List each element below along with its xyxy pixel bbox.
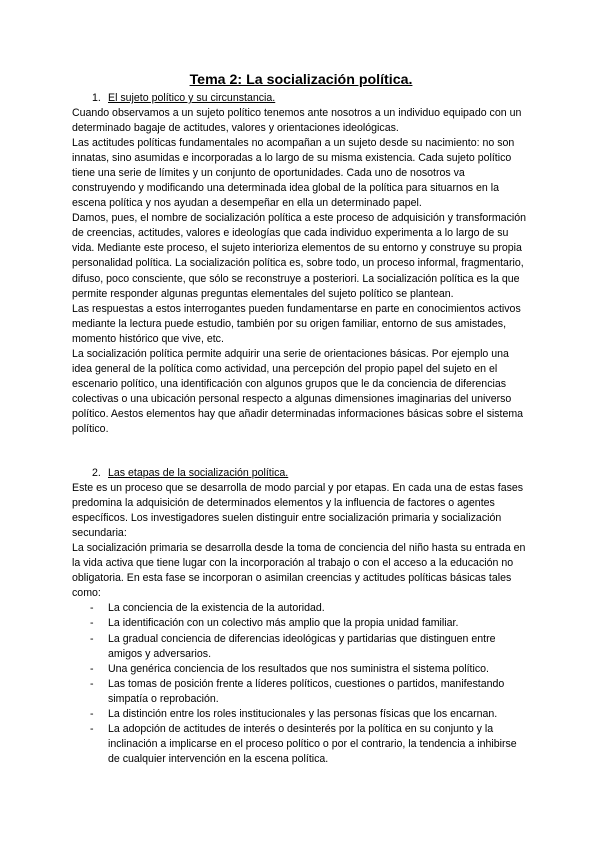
- bullet-list: [72, 601, 530, 767]
- bullet-marker: -: [90, 617, 94, 630]
- bullet-marker: -: [90, 602, 94, 615]
- section-2-title: Las etapas de la socialización política.: [108, 467, 289, 480]
- bullet-marker: -: [90, 707, 94, 720]
- list-item: [72, 677, 530, 707]
- section-1-title: El sujeto político y su circunstancia.: [108, 92, 276, 104]
- section-2-paragraph: Este es un proceso que se desarrolla de modo parcial y por etapas. En cada una de estas fases predomina la adquisición de determinados elementos y la influencia de factores o agentes específicos. Los investigadores suelen distinguir entre socialización primaria y socialización secundaria:: [72, 482, 524, 540]
- section-1-paragraph: Cuando observamos a un sujeto político tenemos ante nosotros a un individuo equipado con un determinado bagaje de actitudes, valores y orientaciones ideológicas.: [72, 107, 522, 135]
- section-spacer: [72, 437, 530, 466]
- list-item-text: La adopción de actitudes de interés o desinterés por la política en su conjunto y la inclinación a implicarse en el proceso político o por el contrario, la tendencia a inhibirse de cualquier intervención en la escena política.: [108, 722, 517, 765]
- bullet-marker: -: [90, 677, 94, 690]
- bullet-marker: -: [90, 632, 94, 645]
- section-1-number: 1.: [92, 92, 101, 104]
- section-2-number: 2.: [92, 467, 101, 480]
- page-title: Tema 2: La socialización política.: [189, 72, 413, 88]
- bullet-marker: -: [90, 722, 94, 735]
- list-item-text: La identificación con un colectivo más amplio que la propia unidad familiar.: [108, 617, 459, 630]
- list-item-text: La conciencia de la existencia de la autoridad.: [108, 602, 325, 615]
- document-page: [72, 72, 530, 767]
- list-item-text: La gradual conciencia de diferencias ideológicas y partidarias que distinguen entre amigos y adversarios.: [108, 632, 496, 660]
- list-item-text: Una genérica conciencia de los resultados que nos suministra el sistema político.: [108, 662, 489, 675]
- list-item: [72, 662, 530, 677]
- section-1-heading: [72, 91, 530, 106]
- section-2-heading: [72, 466, 530, 481]
- section-1-paragraph: Las respuestas a estos interrogantes pueden fundamentarse en parte en conocimientos activos mediante la lectura puede estudio, también por su origen familiar, entorno de sus amistades, momento histórico que vive, etc.: [72, 302, 521, 345]
- list-item: [72, 616, 530, 631]
- list-item: [72, 601, 530, 616]
- bullet-marker: -: [90, 662, 94, 675]
- section-1-paragraph: La socialización política permite adquirir una serie de orientaciones básicas. Por ejemplo una idea general de la política como actividad, una percepción del propio papel del sujeto en el escenario político, una identificación con algunos grupos que le da conciencia de diferencias colectivas o una ubicación personal respecto a algunas dimensiones imaginarias del universo político. Aestos elementos hay que añadir determinadas informaciones básicas sobre el sistema político.: [72, 347, 524, 435]
- list-item: [72, 632, 530, 662]
- list-item: [72, 722, 530, 767]
- list-item-text: Las tomas de posición frente a líderes políticos, cuestiones o partidos, manifestando simpatía o reprobación.: [108, 677, 505, 705]
- section-1-paragraph: Damos, pues, el nombre de socialización política a este proceso de adquisición y transformación de creencias, actitudes, valores e ideologías que cada individuo experimenta a lo largo de su vida. Mediante este proceso, el sujeto interioriza elementos de su entorno y construye su propia personalidad política. La socialización política es, sobre todo, un proceso informal, fragmentario, difuso, poco consciente, que sólo se reconstruye a posteriori. La socialización política es la que permite responder algunas preguntas elementales del sujeto político se plantean.: [72, 212, 527, 300]
- list-item: [72, 707, 530, 722]
- section-1-paragraph: Las actitudes políticas fundamentales no acompañan a un sujeto desde su nacimiento: no son innatas, sino asumidas e incorporadas a lo largo de su misma existencia. Cada sujeto político tiene una serie de límites y un conjunto de oportunidades. Cada uno de nosotros va construyendo y modificando una determinada idea global de la política para situarnos en la escena política y nos ayudan a desempeñar en ella un determinado papel.: [72, 137, 515, 210]
- section-2-paragraph: La socialización primaria se desarrolla desde la toma de conciencia del niño hasta su entrada en la vida activa que tiene lugar con la incorporación al trabajo o con el acceso a la educación no obligatoria. En esta fase se incorporan o asimilan creencias y actitudes políticas básicas tales como:: [72, 542, 526, 600]
- list-item-text: La distinción entre los roles institucionales y las personas físicas que los encarnan.: [108, 707, 498, 720]
